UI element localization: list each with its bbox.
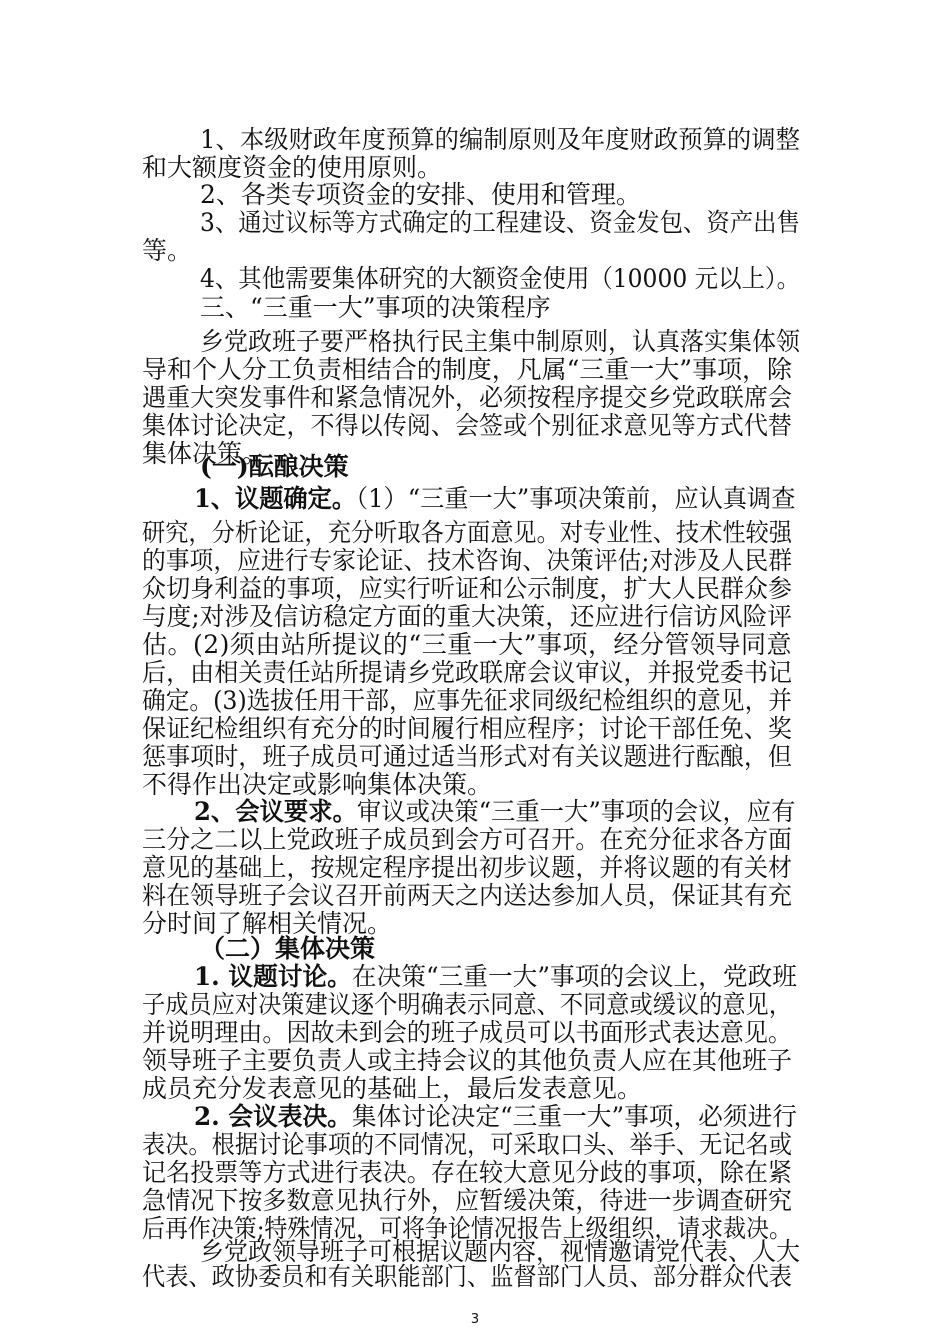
text-line (200, 327, 800, 357)
clause-heading: 1、议题确定。 (194, 484, 357, 513)
text-run: 记名投票等方式进行表决。存在较大意见分歧的事项，除在紧 (142, 1158, 792, 1187)
text-line (200, 208, 800, 238)
text-run: 急情况下按多数意见执行外，应暂缓决策，待进一步调查研究 (142, 1186, 792, 1215)
text-run: 估。(2)须由站所提议的“三重一大”事项，经分管领导同意 (142, 630, 792, 659)
text-run: 乡党政领导班子可根据议题内容，视情邀请党代表、人大 (200, 1237, 800, 1266)
clause-heading: 1. 议题讨论。 (194, 962, 352, 991)
text-line (194, 797, 796, 827)
text-run: 2、各类专项资金的安排、使用和管理。 (200, 180, 641, 209)
text-line (142, 825, 792, 855)
text-run: 等。 (142, 236, 193, 265)
text-run: （1）“三重一大”事项决策前，应认真调查 (356, 484, 796, 513)
text-line (142, 1130, 792, 1160)
text-line (142, 1046, 792, 1076)
text-line (142, 1186, 792, 1216)
text-line (194, 962, 797, 992)
text-line (142, 153, 792, 183)
text-line (142, 1018, 792, 1048)
text-run: (一)酝酿决策 (200, 452, 349, 481)
clause-heading: 2、会议要求。 (194, 797, 357, 826)
text-run: 1、本级财政年度预算的编制原则及年度财政预算的调整 (200, 125, 800, 154)
section-heading (200, 293, 800, 323)
text-run: 代表、政协委员和有关职能部门、监督部门人员、部分群众代表 (142, 1262, 792, 1291)
text-run: 与度;对涉及信访稳定方面的重大决策，还应进行信访风险评 (142, 602, 792, 631)
text-run: 意见的基础上，按规定程序提出初步议题，并将议题的有关材 (142, 853, 792, 882)
text-line (142, 383, 792, 413)
text-run: 不得作出决定或影响集体决策。 (142, 770, 493, 799)
text-line (142, 658, 792, 688)
text-line (142, 990, 792, 1020)
text-run: 4、其他需要集体研究的大额资金使用（10000 元以上）。 (200, 264, 800, 293)
text-run: 集体讨论决定“三重一大”事项，必须进行 (351, 1102, 797, 1131)
text-line (200, 125, 800, 155)
text-line (142, 770, 792, 800)
text-line (142, 1074, 792, 1104)
text-line (194, 484, 796, 514)
text-run: 料在领导班子会议召开前两天之内送达参加人员，保证其有充 (142, 881, 792, 910)
text-line (142, 602, 792, 632)
subsection-heading (200, 934, 800, 964)
text-run: 并说明理由。因故未到会的班子成员可以书面形式表达意见。 (142, 1018, 792, 1047)
text-run: 子成员应对决策建议逐个明确表示同意、不同意或缓议的意见， (142, 990, 792, 1019)
text-run: 集体讨论决定，不得以传阅、会签或个别征求意见等方式代替 (142, 411, 792, 440)
text-line (142, 236, 792, 266)
text-line (142, 1262, 792, 1292)
text-line (200, 264, 800, 294)
text-line (142, 686, 792, 716)
text-run: 的事项，应进行专家论证、技术咨询、决策评估;对涉及人民群 (142, 546, 792, 575)
text-line (200, 180, 800, 210)
text-line (142, 518, 792, 548)
text-run: 表决。根据讨论事项的不同情况，可采取口头、举手、无记名或 (142, 1130, 792, 1159)
clause-heading: 2. 会议表决。 (194, 1102, 352, 1131)
text-line (142, 574, 792, 604)
text-run: 成员充分发表意见的基础上，最后发表意见。 (142, 1074, 643, 1103)
text-line (142, 630, 792, 660)
text-line (194, 1102, 797, 1132)
text-run: 三分之二以上党政班子成员到会方可召开。在充分征求各方面 (142, 825, 792, 854)
text-run: 3、通过议标等方式确定的工程建设、资金发包、资产出售 (200, 208, 800, 237)
text-run: 集体决策。 (142, 439, 268, 468)
page-number: 3 (470, 1312, 480, 1327)
text-run: 三、“三重一大”事项的决策程序 (200, 293, 551, 322)
text-run: 在决策“三重一大”事项的会议上，党政班 (351, 962, 797, 991)
subsection-heading (200, 452, 800, 482)
text-line (142, 742, 792, 772)
text-line (142, 355, 791, 385)
text-line (142, 714, 792, 744)
text-run: 导和个人分工负责相结合的制度，凡属“三重一大”事项，除 (142, 355, 792, 384)
text-run: 后再作决策;特殊情况，可将争论情况报告上级组织，请求裁决。 (142, 1214, 792, 1243)
text-run: 乡党政班子要严格执行民主集中制原则，认真落实集体领 (200, 327, 800, 356)
text-line (142, 546, 792, 576)
text-run: 确定。(3)选拔任用干部，应事先征求同级纪检组织的意见，并 (142, 686, 792, 715)
text-run: 众切身利益的事项，应实行听证和公示制度，扩大人民群众参 (142, 574, 792, 603)
text-line (142, 881, 792, 911)
text-run: 领导班子主要负责人或主持会议的其他负责人应在其他班子 (142, 1046, 792, 1075)
text-line (142, 1158, 792, 1188)
text-run: 保证纪检组织有充分的时间履行相应程序；讨论干部任免、奖 (142, 714, 792, 743)
text-run: 分时间了解相关情况。 (142, 909, 393, 938)
text-run: 遇重大突发事件和紧急情况外，必须按程序提交乡党政联席会 (142, 383, 792, 412)
text-run: 惩事项时，班子成员可通过适当形式对有关议题进行酝酿，但 (142, 742, 792, 771)
text-run: （二）集体决策 (200, 934, 376, 963)
text-run: 研究，分析论证，充分听取各方面意见。对专业性、技术性较强 (142, 518, 792, 547)
text-run: 审议或决策“三重一大”事项的会议，应有 (356, 797, 796, 826)
text-line (142, 853, 792, 883)
text-run: 和大额度资金的使用原则。 (142, 153, 443, 182)
text-run: 后，由相关责任站所提请乡党政联席会议审议，并报党委书记 (142, 658, 792, 687)
text-line (142, 411, 792, 441)
